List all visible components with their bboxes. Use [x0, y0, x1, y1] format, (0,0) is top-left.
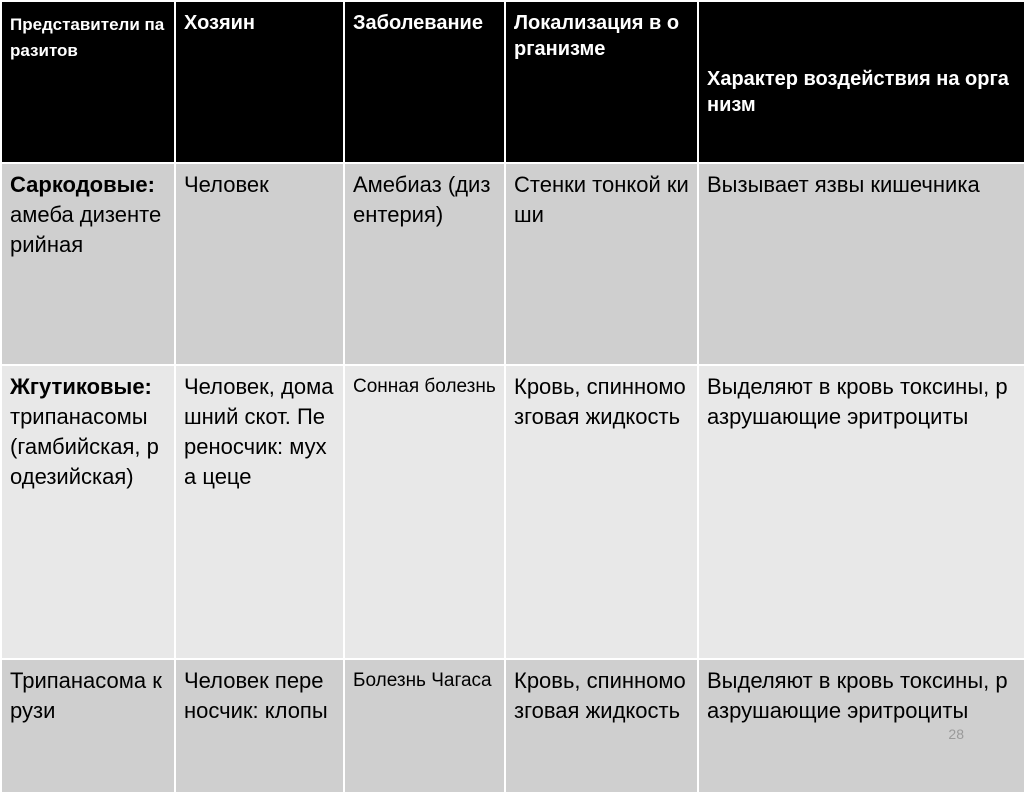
header-representatives: Представители паразитов	[1, 1, 175, 163]
cell-host: Человек переносчик: клопы	[175, 659, 344, 793]
cell-location: Кровь, спинномозговая жидкость	[505, 659, 698, 793]
cell-effect: Выделяют в кровь токсины, разрушающие эритроциты	[698, 365, 1024, 659]
parasite-name: амеба дизентерийная	[10, 202, 162, 257]
table-row	[1, 163, 1024, 365]
header-host: Хозяин	[175, 1, 344, 163]
group-name: Жгутиковые:	[10, 374, 152, 399]
cell-effect: Вызывает язвы кишечника	[698, 163, 1024, 365]
header-location: Локализация в организме	[505, 1, 698, 163]
cell-disease: Амебиаз (дизентерия)	[344, 163, 505, 365]
cell-effect: Выделяют в кровь токсины, разрушающие эритроциты	[698, 659, 1024, 793]
cell-disease: Болезнь Чагаса	[344, 659, 505, 793]
page-number: 28	[948, 726, 964, 742]
cell-representative	[1, 365, 175, 659]
cell-location: Стенки тонкой киши	[505, 163, 698, 365]
header-effect: Характер воздействия на организм	[698, 1, 1024, 163]
table-row	[1, 365, 1024, 659]
cell-host: Человек, домашний скот. Переносчик: муха цеце	[175, 365, 344, 659]
cell-host: Человек	[175, 163, 344, 365]
group-name: Саркодовые:	[10, 172, 155, 197]
cell-location: Кровь, спинномозговая жидкость	[505, 365, 698, 659]
header-disease: Заболевание	[344, 1, 505, 163]
cell-disease: Сонная болезнь	[344, 365, 505, 659]
table-row	[1, 659, 1024, 793]
parasite-name: Трипанасома крузи	[10, 668, 162, 723]
parasite-name: трипанасомы (гамбийская, родезийская)	[10, 404, 159, 489]
cell-representative	[1, 659, 175, 793]
table-header-row	[1, 1, 1024, 163]
cell-representative	[1, 163, 175, 365]
